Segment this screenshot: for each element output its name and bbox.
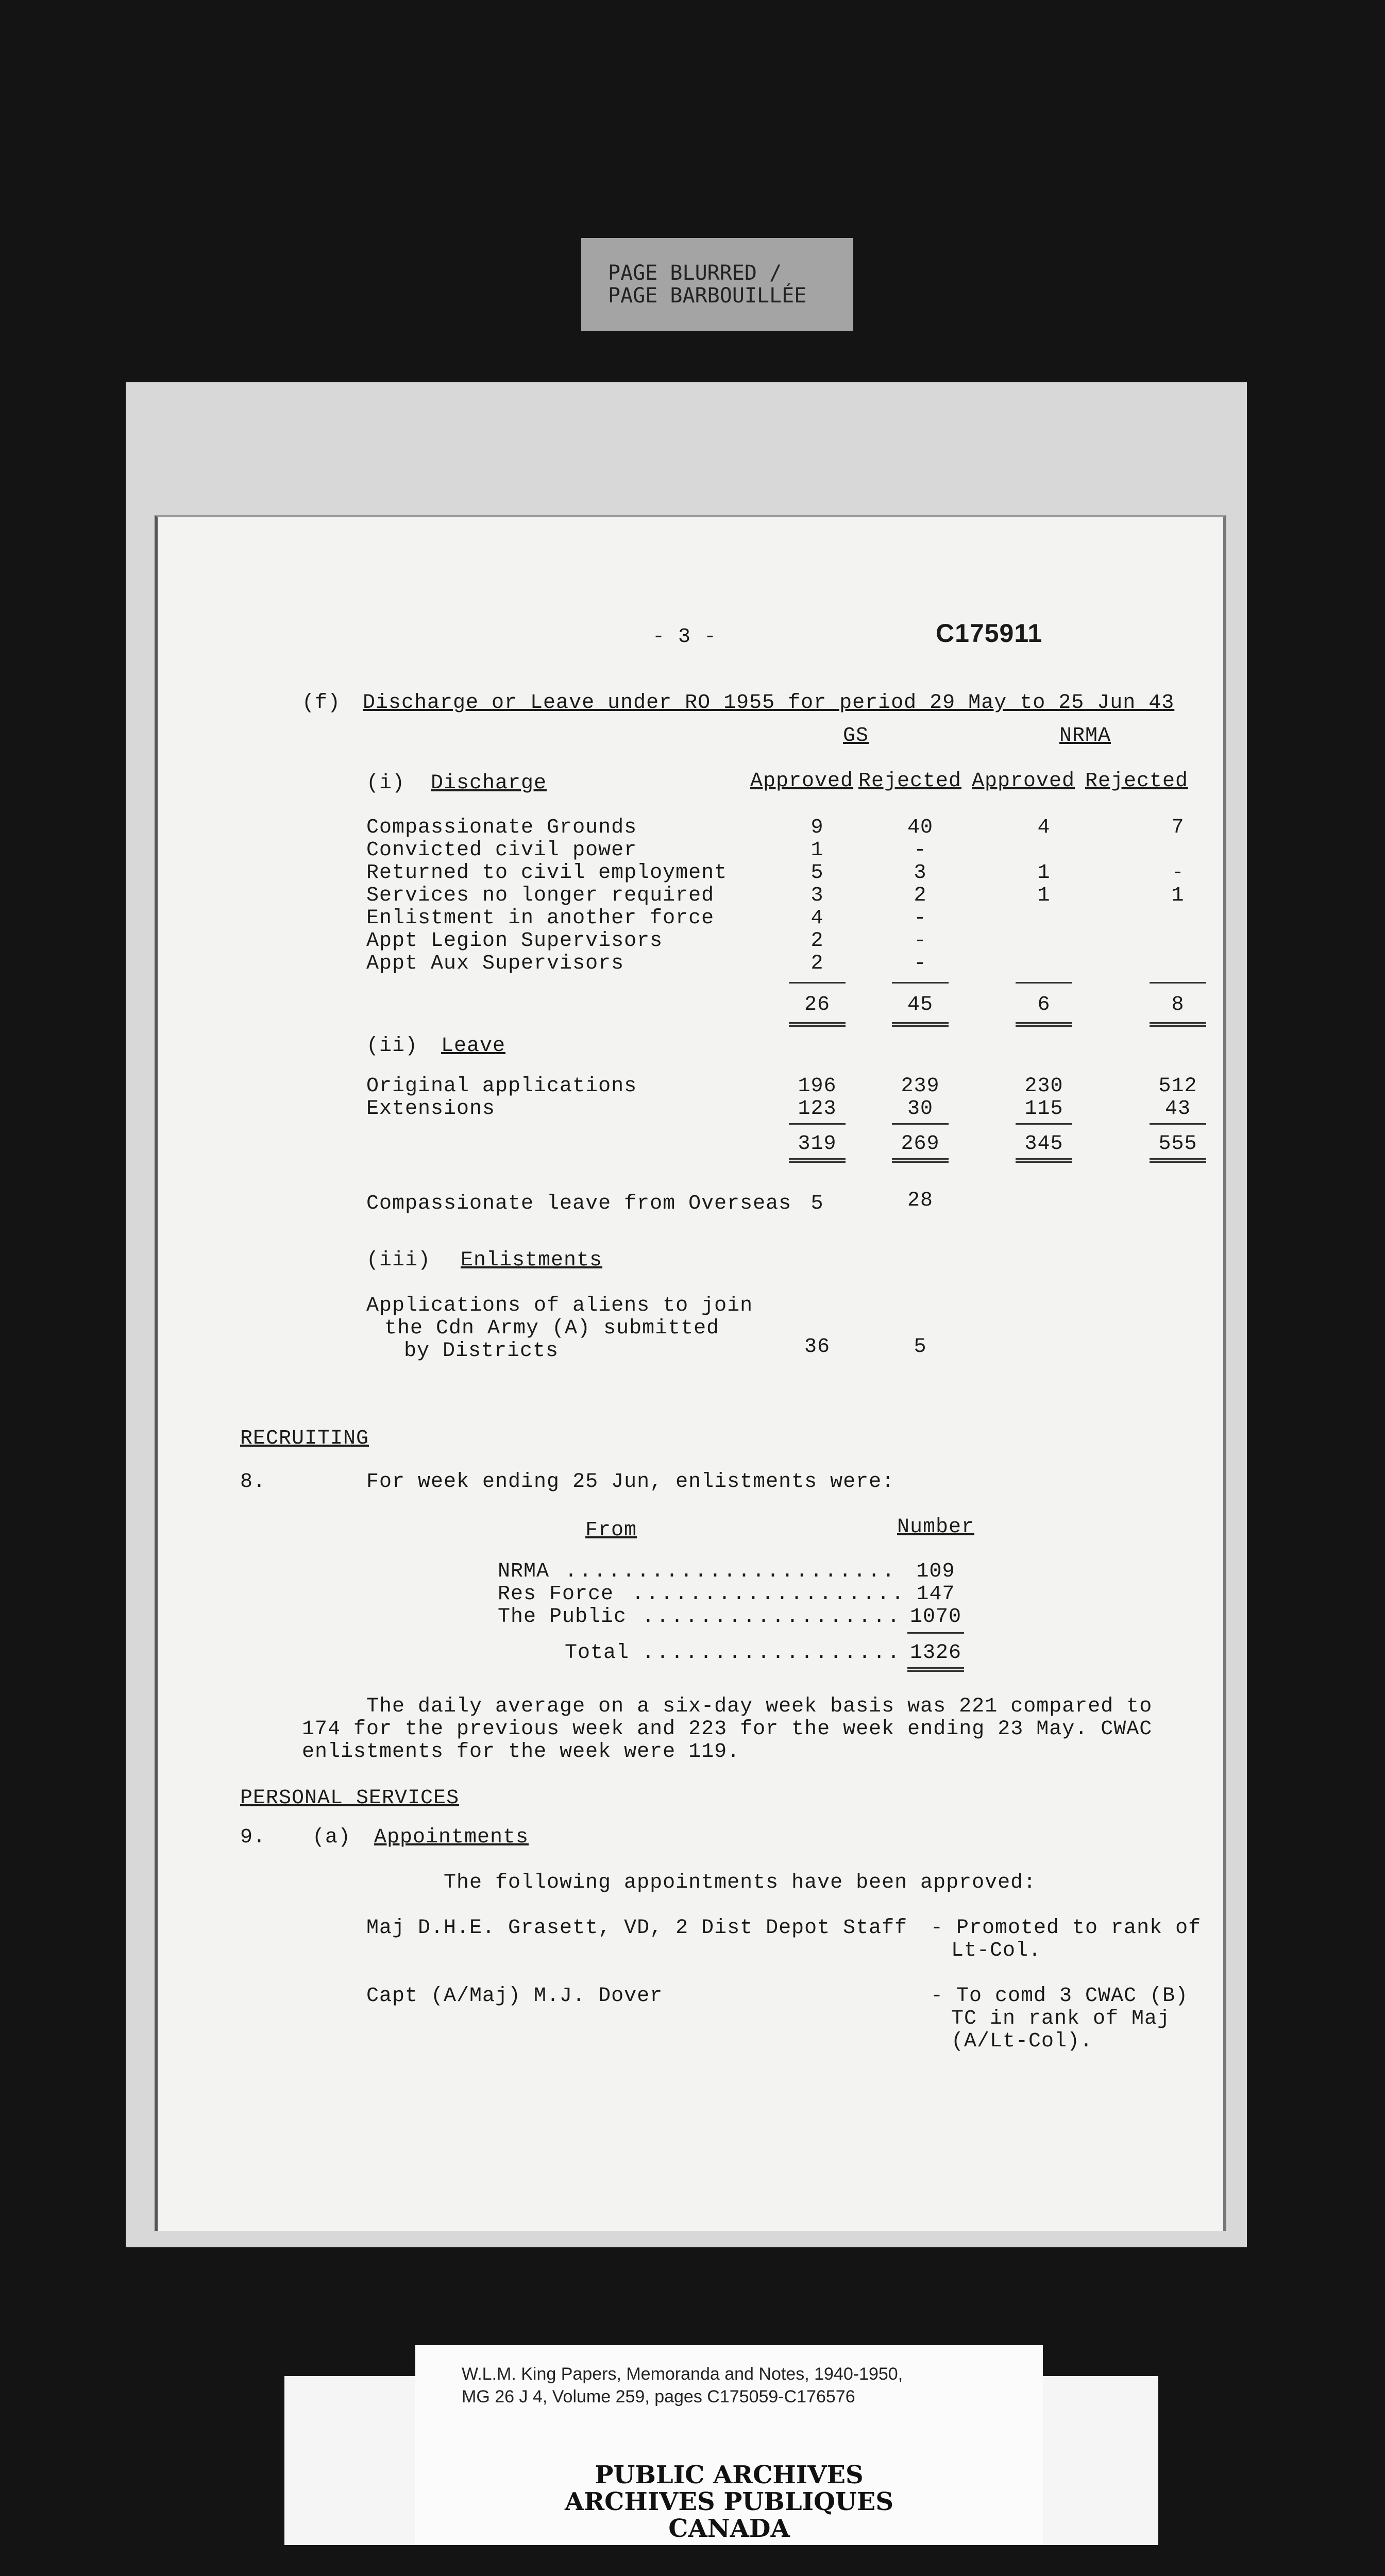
enlistments-line-1: Applications of aliens to join — [366, 1294, 753, 1317]
col-nrma-rejected: Rejected — [1085, 770, 1189, 793]
credit-line-2: MG 26 J 4, Volume 259, pages C175059-C176576 — [462, 2387, 855, 2406]
recruiting-heading: RECRUITING — [240, 1427, 369, 1450]
recruiting-row-label: Res Force — [498, 1583, 614, 1606]
appointments-marker: (a) — [312, 1826, 351, 1849]
discharge-nrma-rejected: 7 — [1171, 816, 1185, 839]
discharge-total-gs-approved: 26 — [804, 993, 830, 1016]
discharge-total-rule — [1016, 1022, 1072, 1027]
recruiting-rule — [907, 1632, 964, 1634]
leave-total-rule — [1150, 1158, 1206, 1163]
discharge-row-label: Convicted civil power — [366, 839, 637, 862]
discharge-gs-rejected: 40 — [907, 816, 933, 839]
personal-services-heading: PERSONAL SERVICES — [240, 1787, 460, 1810]
appointment-2-name: Capt (A/Maj) M.J. Dover — [366, 1985, 663, 2008]
discharge-rule — [1150, 982, 1206, 984]
discharge-row-label: Returned to civil employment — [366, 861, 728, 885]
leave-nrma-approved: 115 — [1024, 1097, 1063, 1121]
archive-code: C175911 — [936, 619, 1043, 648]
discharge-gs-approved: 3 — [810, 884, 824, 907]
recruiting-row-value: 1070 — [909, 1605, 961, 1629]
appointment-1-name: Maj D.H.E. Grasett, VD, 2 Dist Depot Staff — [366, 1917, 908, 1940]
discharge-nrma-approved: 1 — [1037, 861, 1051, 885]
section-f-title: Discharge or Leave under RO 1955 for period 29 May to 25 Jun 43 — [363, 691, 1175, 715]
discharge-gs-approved: 4 — [810, 907, 824, 930]
leave-total-nrma-approved: 345 — [1024, 1132, 1063, 1156]
leave-total-gs-approved: 319 — [798, 1132, 837, 1156]
discharge-total-rule — [789, 1022, 846, 1027]
overseas-leave-rejected: 28 — [907, 1189, 933, 1212]
enlistments-title: Enlistments — [461, 1249, 603, 1272]
enlistments-rejected: 5 — [914, 1335, 927, 1359]
discharge-gs-rejected: - — [914, 952, 927, 975]
discharge-rule — [1016, 982, 1072, 984]
discharge-title: Discharge — [431, 772, 547, 795]
appointments-intro: The following appointments have been approved: — [444, 1871, 1037, 1894]
appointment-1-action: - Promoted to rank of — [931, 1917, 1202, 1940]
discharge-total-rule — [892, 1022, 949, 1027]
appointment-1-action-cont: Lt-Col. — [951, 1939, 1042, 1962]
archives-label — [415, 2439, 1043, 2545]
enlistments-line-2: the Cdn Army (A) submitted — [384, 1317, 720, 1340]
leave-gs-rejected: 239 — [901, 1075, 940, 1098]
appointment-2-action-cont: (A/Lt-Col). — [951, 2030, 1093, 2053]
page-number: - 3 - — [652, 625, 717, 649]
recruiting-para-line-3: enlistments for the week were 119. — [302, 1740, 740, 1764]
recruiting-row-value: 109 — [916, 1560, 955, 1583]
leader-dots: ....................... — [565, 1560, 897, 1583]
recruiting-col-from: From — [585, 1519, 637, 1542]
recruiting-intro: For week ending 25 Jun, enlistments were: — [366, 1470, 895, 1494]
leave-rule — [892, 1123, 949, 1125]
leave-nrma-rejected: 43 — [1164, 1097, 1191, 1121]
stamp-line-1: PAGE BLURRED / — [608, 261, 782, 285]
recruiting-row-label: The Public — [498, 1605, 627, 1629]
leader-dots: .................. — [642, 1605, 902, 1629]
discharge-rule — [789, 982, 846, 984]
discharge-gs-rejected: - — [914, 839, 927, 862]
credit-line-1: W.L.M. King Papers, Memoranda and Notes, 1940-1950, — [462, 2364, 903, 2384]
recruiting-row-value: 147 — [916, 1583, 955, 1606]
recruiting-para-line-1: The daily average on a six-day week basis was 221 compared to — [366, 1695, 1153, 1718]
archives-line-1: PUBLIC ARCHIVES — [595, 2461, 864, 2489]
appointments-title: Appointments — [374, 1826, 529, 1849]
source-credit — [415, 2345, 1043, 2439]
leave-nrma-rejected: 512 — [1158, 1075, 1197, 1098]
discharge-total-gs-rejected: 45 — [907, 993, 933, 1016]
discharge-nrma-rejected: 1 — [1171, 884, 1185, 907]
leave-rule — [1016, 1123, 1072, 1125]
leader-dots: ................... — [632, 1583, 906, 1606]
leave-total-gs-rejected: 269 — [901, 1132, 940, 1156]
discharge-total-rule — [1150, 1022, 1206, 1027]
overseas-leave-label: Compassionate leave from Overseas — [366, 1192, 792, 1215]
leave-title: Leave — [441, 1035, 506, 1058]
leave-total-nrma-rejected: 555 — [1158, 1132, 1197, 1156]
archives-line-3: CANADA — [668, 2514, 790, 2543]
leave-marker: (ii) — [366, 1035, 418, 1058]
recruiting-col-number: Number — [897, 1516, 975, 1539]
discharge-row-label: Appt Legion Supervisors — [366, 929, 663, 953]
leave-gs-rejected: 30 — [907, 1097, 933, 1121]
leave-rule — [789, 1123, 846, 1125]
discharge-gs-rejected: - — [914, 929, 927, 953]
group-nrma: NRMA — [1059, 724, 1111, 748]
leave-total-rule — [1016, 1158, 1072, 1163]
archives-line-2: ARCHIVES PUBLIQUES — [565, 2487, 893, 2516]
discharge-nrma-approved: 1 — [1037, 884, 1051, 907]
discharge-row-label: Compassionate Grounds — [366, 816, 637, 839]
discharge-row-label: Enlistment in another force — [366, 907, 715, 930]
discharge-gs-rejected: - — [914, 907, 927, 930]
discharge-total-nrma-approved: 6 — [1037, 993, 1051, 1016]
discharge-gs-rejected: 3 — [914, 861, 927, 885]
discharge-marker: (i) — [366, 772, 406, 795]
col-nrma-approved: Approved — [972, 770, 1075, 793]
discharge-rule — [892, 982, 949, 984]
leave-total-rule — [892, 1158, 949, 1163]
discharge-gs-approved: 5 — [810, 861, 824, 885]
discharge-row-label: Appt Aux Supervisors — [366, 952, 624, 975]
enlistments-approved: 36 — [804, 1335, 830, 1359]
recruiting-total-rule — [907, 1667, 964, 1672]
discharge-nrma-approved: 4 — [1037, 816, 1051, 839]
discharge-gs-approved: 2 — [810, 952, 824, 975]
col-gs-rejected: Rejected — [858, 770, 962, 793]
enlistments-marker: (iii) — [366, 1249, 431, 1272]
section-f-marker: (f) — [302, 691, 341, 715]
recruiting-para-number: 8. — [240, 1470, 266, 1494]
leave-gs-approved: 196 — [798, 1075, 837, 1098]
recruiting-total-label: Total — [565, 1641, 630, 1665]
leave-total-rule — [789, 1158, 846, 1163]
discharge-nrma-rejected: - — [1171, 861, 1185, 885]
group-gs: GS — [843, 724, 869, 748]
discharge-row-label: Services no longer required — [366, 884, 715, 907]
recruiting-row-label: NRMA — [498, 1560, 550, 1583]
leave-row-label: Extensions — [366, 1097, 496, 1121]
discharge-gs-approved: 2 — [810, 929, 824, 953]
discharge-gs-rejected: 2 — [914, 884, 927, 907]
appointment-2-action-cont: TC in rank of Maj — [951, 2007, 1171, 2030]
recruiting-total-value: 1326 — [909, 1641, 961, 1665]
stamp-line-2: PAGE BARBOUILLÉE — [608, 284, 807, 308]
recruiting-para-line-2: 174 for the previous week and 223 for the week ending 23 May. CWAC — [302, 1718, 1153, 1741]
discharge-total-nrma-rejected: 8 — [1171, 993, 1185, 1016]
blurred-page-stamp — [581, 238, 853, 331]
appointment-2-action: - To comd 3 CWAC (B) — [931, 1985, 1189, 2008]
discharge-gs-approved: 9 — [810, 816, 824, 839]
leave-row-label: Original applications — [366, 1075, 637, 1098]
enlistments-line-3: by Districts — [404, 1340, 559, 1363]
overseas-leave-approved: 5 — [810, 1192, 824, 1215]
leave-nrma-approved: 230 — [1024, 1075, 1063, 1098]
personal-services-para-number: 9. — [240, 1826, 266, 1849]
leader-dots: .................. — [642, 1641, 902, 1665]
document-page — [155, 515, 1226, 2231]
leave-gs-approved: 123 — [798, 1097, 837, 1121]
discharge-gs-approved: 1 — [810, 839, 824, 862]
col-gs-approved: Approved — [750, 770, 854, 793]
leave-rule — [1150, 1123, 1206, 1125]
